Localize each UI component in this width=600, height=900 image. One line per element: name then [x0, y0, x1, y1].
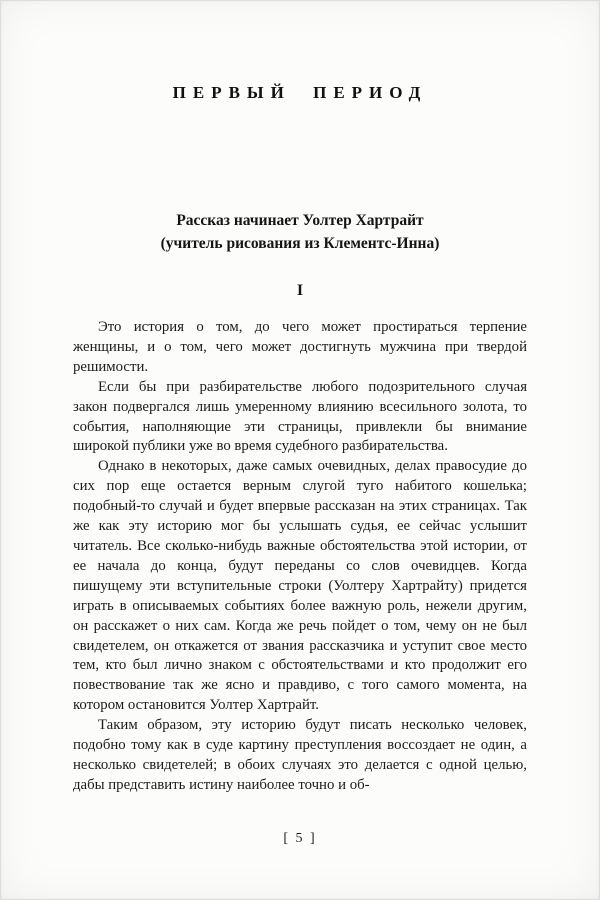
paragraph: Таким образом, эту историю будут писать несколько человек, подобно тому как в суде картину преступления воссоздает не один, а несколько свидетелей; в обоих случаях это делается с одной целью, дабы представить истину наиболее точно и об-: [73, 717, 527, 793]
paragraph: Это история о том, до чего может простираться терпение женщины, и о том, чего может достигнуть мужчина при твердой решимости.: [73, 319, 527, 375]
page-number: [ 5 ]: [283, 831, 317, 846]
paragraph: Однако в некоторых, даже самых очевидных, делах правосудие до сих пор еще остается верным слугой туго набитого кошелька; подобный-то случай и будет впервые рассказан на этих страницах. Так же как эту историю мог бы услышать судья, ее сейчас услышит читатель. Все сколько-нибудь важные обстоятельства этой истории, от ее начала до конца, будут переданы со слов очевидцев. Когда пишущему эти вступительные строки (Уолтеру Хартрайту) придется играть в описываемых событиях более важную роль, нежели другим, он расскажет о них сам. Когда же речь пойдет о том, чему он не был свидетелем, он откажется от звания рассказчика и уступит свое место тем, кто был лично знаком с обстоятельствами и кто продолжит его повествование так же ясно и правдиво, с того самого момента, на котором остановится Уолтер Хартрайт.: [73, 458, 527, 714]
chapter-heading-line-1: Рассказ начинает Уолтер Хартрайт: [176, 212, 424, 229]
part-title: ПЕРВЫЙ ПЕРИОД: [172, 83, 428, 102]
chapter-heading: [73, 209, 527, 255]
body-text: [73, 318, 527, 796]
chapter-heading-line-2: (учитель рисования из Клементс-Инна): [160, 235, 440, 252]
paragraph: Если бы при разбирательстве любого подозрительного случая закон подвергался лишь умеренному влиянию всесильного золота, то события, наполняющие эти страницы, привлекли бы внимание широкой публики уже во время судебного разбирательства.: [73, 378, 527, 455]
section-numeral: I: [296, 282, 304, 299]
